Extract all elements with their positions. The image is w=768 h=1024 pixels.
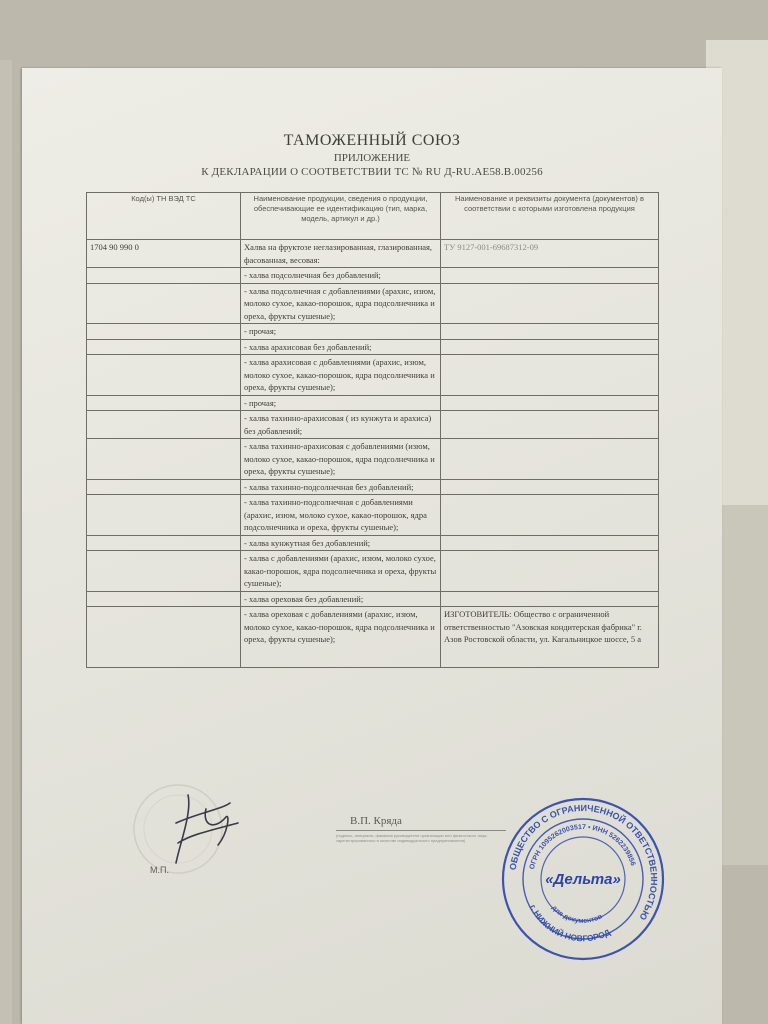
cell-doc [441,479,659,495]
cell-code [87,268,241,284]
seal-registration-text: ОГРН 1095262003517 • ИНН 5262239856 [528,823,637,871]
cell-code [87,607,241,668]
cell-code [87,551,241,592]
header-product-name: Наименование продукции, сведения о продукции, обеспечивающие ее идентификацию (тип, марка, модель, артикул и др.) [241,193,441,240]
cell-code [87,355,241,396]
signature-caption: (подпись, инициалы, фамилия руководителя организации или физического лица, зарегистрированного в качестве индивидуального предпринимателя) [336,833,488,843]
table-row [87,439,659,480]
cell-doc [441,411,659,439]
cell-doc [441,495,659,536]
cell-doc [441,591,659,607]
table-row [87,591,659,607]
declaration-title: К ДЕКЛАРАЦИИ О СООТВЕТСТВИИ ТС № RU Д-RU.АЕ58.В.00256 [201,166,543,178]
table-row [87,339,659,355]
cell-doc [441,339,659,355]
cell-doc [441,355,659,396]
seal-ring-text: ОБЩЕСТВО С ОГРАНИЧЕННОЙ ОТВЕТСТВЕННОСТЬЮ [507,802,660,922]
declaration-table [86,192,659,668]
cell-name: - халва арахисовая без добавлений; [241,339,441,355]
cell-name: - халва подсолнечная с добавлениями (арахис, изюм, молоко сухое, какао-порошок, ядра подсолнечника и ореха, фрукты сушеные); [241,283,441,324]
cell-name: - прочая; [241,324,441,340]
svg-text:г. НИЖНИЙ НОВГОРОД [528,903,612,943]
cell-doc [441,268,659,284]
cell-code [87,395,241,411]
cell-code [87,535,241,551]
cell-name: - халва арахисовая с добавлениями (арахис, изюм, молоко сухое, какао-порошок, ядра подсолнечника и ореха, фрукты сушеные); [241,355,441,396]
cell-code [87,591,241,607]
cell-doc [441,395,659,411]
appendix-title: ПРИЛОЖЕНИЕ [333,152,411,164]
table-header-row [87,193,659,240]
cell-code [87,324,241,340]
cell-doc [441,535,659,551]
cell-code [87,439,241,480]
svg-text:для документов [550,904,604,924]
table-row [87,535,659,551]
cell-name: Халва на фруктозе неглазированная, глазированная, фасованная, весовая: [241,240,441,268]
cell-doc [441,283,659,324]
signer-name: В.П. Кряда [350,815,402,827]
table-row [87,240,659,268]
table-row [87,495,659,536]
svg-text:ОГРН 1095262003517 • ИНН 52622 [529,824,636,870]
cell-name: - халва тахинно-подсолнечная без добавлений; [241,479,441,495]
document-sheet [22,68,722,1024]
cell-code: 1704 90 990 0 [87,240,241,268]
table-row [87,607,659,668]
table-row [87,355,659,396]
cell-code [87,339,241,355]
cell-code [87,479,241,495]
cell-manufacturer: ИЗГОТОВИТЕЛЬ: Общество с ограниченной ответственностью "Азовская кондитерская фабрика" г. Азов Ростовской области, ул. Кагальницкое шоссе, 5 а [441,607,659,668]
cell-doc: ТУ 9127-001-69687312-09 [441,240,659,268]
header-code: Код(ы) ТН ВЭД ТС [87,193,241,240]
union-title: ТАМОЖЕННЫЙ СОЮЗ [283,132,461,149]
table-row [87,551,659,592]
cell-code [87,411,241,439]
cell-code [87,283,241,324]
table-row [87,411,659,439]
faded-stamp-signature [118,773,268,883]
company-seal [498,794,668,964]
signature-line [336,830,506,831]
header-document: Наименование и реквизиты документа (документов) в соответствии с которыми изготовлена продукция [441,193,659,240]
seal-city-text: г. НИЖНИЙ НОВГОРОД [527,902,612,944]
cell-name: - халва с добавлениями (арахис, изюм, молоко сухое, какао-порошок, ядра подсолнечника и ореха, фрукты сушеные); [241,551,441,592]
cell-name: - халва ореховая с добавлениями (арахис, изюм, молоко сухое, какао-порошок, ядра подсолнечника и ореха, фрукты сушеные); [241,607,441,668]
cell-name: - халва кунжутная без добавлений; [241,535,441,551]
table-row [87,283,659,324]
cell-name: - халва ореховая без добавлений; [241,591,441,607]
seal-bottom-text: для документов [550,904,604,925]
cell-doc [441,324,659,340]
cell-code [87,495,241,536]
cell-doc [441,551,659,592]
seal-place-label: М.П. [150,865,169,875]
table-row [87,395,659,411]
table-row [87,324,659,340]
seal-company-name: «Дельта» [545,871,621,888]
table-row [87,268,659,284]
page-edge-left [0,60,12,1024]
cell-name: - халва тахинно-арахисовая ( из кунжута и арахиса) без добавлений; [241,411,441,439]
table-row [87,479,659,495]
cell-name: - халва тахинно-арахисовая с добавлениями (изюм, молоко сухое, какао-порошок, ядра подсолнечника и ореха, фрукты сушеные); [241,439,441,480]
cell-name: - халва тахинно-подсолнечная с добавлениями (арахис, изюм, молоко сухое, какао-порошок, ядра подсолнечника и ореха, фрукты сушеные); [241,495,441,536]
cell-doc [441,439,659,480]
cell-name: - халва подсолнечная без добавлений; [241,268,441,284]
cell-name: - прочая; [241,395,441,411]
